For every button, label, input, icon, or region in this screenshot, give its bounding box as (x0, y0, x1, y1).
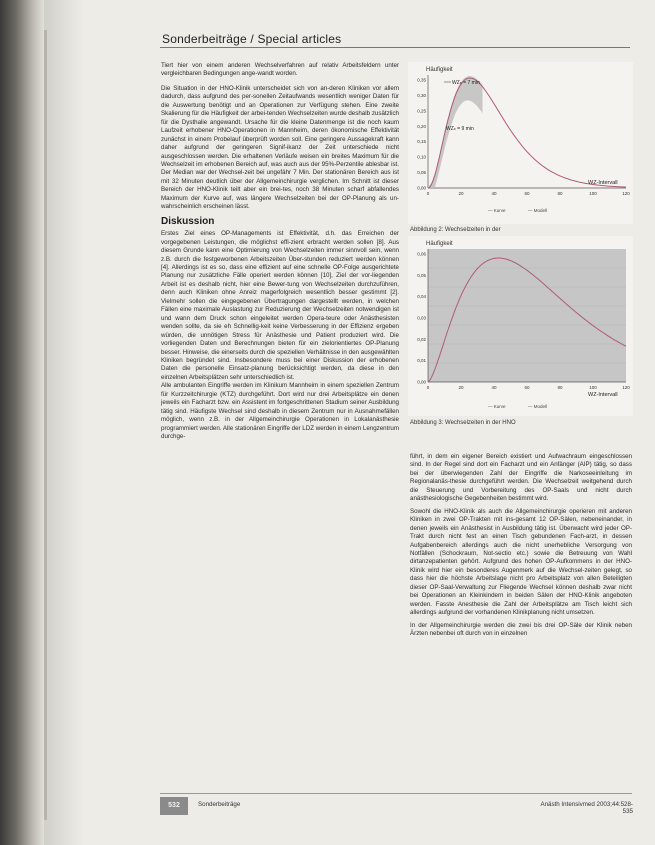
fig1-legend-2: — Modell (528, 208, 548, 213)
fig1-x-tick-label: 40 (491, 191, 497, 196)
fig2-y-tick-label: 0,04 (417, 294, 426, 300)
footer-section: Sonderbeiträge (198, 801, 241, 808)
fig1-x-tick-label: 0 (426, 191, 430, 196)
running-header: Sonderbeiträge / Special articles (162, 32, 342, 46)
page-shadow (44, 0, 84, 845)
fig2-x-tick-label: 40 (491, 385, 497, 390)
book-spine (0, 0, 44, 845)
fig1-annotation-mid: WZₕ = 9 min (446, 126, 474, 132)
fig1-x-tick-label: 20 (458, 191, 464, 196)
fig2-y-tick-label: 0,01 (417, 358, 426, 364)
fig1-y-tick-label: 0,20 (417, 123, 426, 129)
figure-2 (408, 62, 633, 224)
fig1-y-tick-label: 0,35 (417, 77, 426, 83)
paragraph: Erstes Ziel eines OP-Managements ist Effektivität, d.h. das Erreichen der vorgegebenen Leistungen, die möglichst effi-zient erbracht werden sollen [8]. Aus diesem Grunde kann eine Optimierung von Wechselzeiten immer sinnvoll sein, wenn z.B. durch die festgeworbenen Arbeitszeiten Über-stunden reduziert werden können [4]. Allerdings ist es so, dass eine effizient auf eine schnelle OP-Folge ausgerichtete Planung nur zusätzliche Fälle operiert werden können [10], Ziel der vor-liegenden Arbeit ist es deshalb nicht, hier eine Bewer-tung von Wechselzeiten durchzuführen, denn auch Kliniken ohne Anreiz magerfolgreich wesentlich besser gestimmt [2]. Vielmehr sollen die eingegebenen Übertragungen dargestellt werden, in welchen Fällen eine maximale Auslastung zur Reduzierung der Wechselzeiten notwendigen ist und wann dem Druck schon eingeleitet werden Opera-teure oder Anästhesisten wenden sollte, da sie eh Schnellig-keit keine Verbesserung in der Effizienz ergeben würden, die unnötigen Stress für Anästhesie und Patient produziert wird. Die vorliegenden Daten und Berechnungen bieten für ein zielorientiertes OP-Planung besser. Hinweise, die einerseits durch die speziellen Verhältnisse in den ausgewählten Kliniken begründet sind. Insbesondere muss bei einer Diskussion der erhobenen Daten die personelle Einsatz-planung berücksichtigt werden, da diese in den einzelnen Arbeitsplätzen sehr unterschiedlich ist. (161, 230, 399, 381)
figure-3-caption: Abbildung 3: Wechselzeiten in der HNO (410, 420, 516, 426)
fig2-x-tick-label: 0 (426, 385, 430, 390)
footer-rule (160, 793, 632, 794)
fig1-y-tick-label: 0,15 (417, 139, 426, 145)
fig2-y-tick-label: 0,05 (417, 272, 426, 278)
fig2-x-tick-label: 80 (557, 385, 563, 390)
fig2-x-tick-label: 120 (622, 385, 630, 390)
fig1-y-tick-label: 0,05 (417, 170, 426, 176)
page-number: 532 (160, 797, 188, 815)
right-column (410, 453, 632, 639)
fig2-x-tick-label: 20 (458, 385, 464, 390)
fig1-legend-1: — Kurve (488, 208, 506, 213)
section-heading: Diskussion (161, 215, 215, 227)
paragraph: Alle ambulanten Eingriffe werden im Klinikum Mannheim in einem speziellen Zentrum für Kurzzeitchirurgie (KTZ) durchgeführt. Dort wird nur drei Arbeitsplätze ein denen jeweils ein Facharzt bzw. ein Assistent im fortgeschrittenen Stadium seiner Ausbildung tätig sind. Häufigste Wechsel sind deshalb in diesem Zentrum nur in Ausnahmefällen möglich, wenn z.B. in der Allgemeinchirurgie Operationen in Lokalanästhesie programmiert werden. Alle stationären Eingriffe der LDZ werden in einem Lengzentrum durchge- (161, 382, 399, 441)
fig1-xlabel: WZ-Intervall (588, 180, 618, 186)
header-rule (160, 47, 630, 48)
fig2-y-tick-label: 0,00 (417, 379, 426, 385)
fig2-x-tick-label: 100 (589, 385, 597, 390)
paragraph: In der Allgemeinchirurgie werden die zwei bis drei OP-Säle der Klinik neben Ärzten nebenbei oft durch von in einzelnen (410, 621, 632, 638)
fig2-y-tick-label: 0,06 (417, 251, 426, 257)
fig2-legend-2: — Modell (528, 404, 548, 409)
fig1-y-tick-label: 0,10 (417, 154, 426, 160)
figure-2-plot (408, 62, 633, 224)
fig1-ylabel: Häufigkeit (426, 67, 453, 73)
paragraph: führt, in dem ein eigener Bereich existiert und Aufwachraum eingeschlossen sind. In der Regel sind dort ein Facharzt und ein Anfänger (AIP) tätig, so dass bei der überwiegenden Zahl der Eingriffe die Narkoseeinleitung im Regionalanäs-thesie durchgeführt werden. Die Wechselzeit weitgehend durch die Steuerung und Vorbereitung des OP-Saals und nicht durch anästhesiologische Gegebenheiten bestimmt wird. (410, 453, 632, 503)
figure-3-plot (408, 236, 633, 416)
fig2-x-tick-label: 60 (524, 385, 530, 390)
fig2-y-tick-label: 0,02 (417, 336, 426, 342)
paragraph: Tiert hier von einem anderen Wechselverfahren auf relativ Arbeitsfeldern unter vergleichbaren Bedingungen ange-wandt worden. (161, 62, 399, 78)
fig2-ylabel: Häufigkeit (426, 241, 453, 247)
paragraph: Sowohl die HNO-Klinik als auch die Allgemeinchirurgie operieren mit anderen Kliniken in zwei OP-Trakten mit ins-gesamt 12 OP-Sälen, nebeneinander, in denen jeweils ein Anästhesist in Ausbildung tätig ist. Überwacht wird jeder OP-Trakt durch nicht fest an einen Tisch gebundenen Fach-arzt, in dessen Aufgabenbereich allerdings auch die nicht unerhebliche Versorgung von Notfällen (Schockraum, Not-sectio etc.) sowie die Betreuung von Wahl dirtanzepatienten gehört. Aufgrund des hohen OP-Aufkommens in der HNO-Klinik wird hier ein besonderes Augenmerk auf die Wechsel-zeiten gelegt, so dass hier die höchste Arbeitslage nicht pro Arbeitsplatz von allen Beteiligten dieser OP-Saal-Verwaltung zur Fliegende Wechsel können deshalb zwar nicht bei Operationen an Kleinkindern in beiden Sälen der HNO-Klinik angeboten werden. Fasste Anesthesie die Zahl der Arbeitsplätze am Tisch leicht sich allerdings aufgrund der vorhandenen Klinikplanung nicht umsetzen. (410, 507, 632, 617)
fig1-x-tick-label: 60 (524, 191, 530, 196)
fig1-x-tick-label: 120 (622, 191, 630, 196)
fig2-legend-1: — Kurve (488, 404, 506, 409)
fig1-x-tick-label: 100 (589, 191, 597, 196)
fig1-x-tick-label: 80 (557, 191, 563, 196)
paragraph: Die Situation in der HNO-Klinik unterscheidet sich von an-deren Kliniken vor allem dadurch, dass aufgrund des per-sonellen Zeitaufwands wesentlich weniger Daten für die Auswertung benötigt und an Operationen zur Verfügung stehen. Eine zweite Skalierung für die Häufigkeit der arbei-tenden Wechselzeiten wurde deshalb zusätzlich für die Dysthalie angewandt. Ursache für die kleine Datenmenge ist die noch kaum Laufzeit erhobener HNO-Operationen in Mannheim, deren ökonomische Effektivität zunächst in einem Probelauf überprüft worden soll. Eine geringere Aussagekraft kann daher aufgrund der geringeren Signif-ikanz der Zeit unterschiede nicht ausgeschlossen werden. Die erhaltenen Verläufe weisen ein breites Maximum für die Wechselzeit im erhobenen Bereich auf, was auch aus der 95%-Perzentile ablesbar ist. Der Median war der Wechsel-zeit bei ungefähr 7 Min. Der stationären Bereich aus ist mit 32 Minuten deutlich über der Allgemeinchirurgie verglichen. Im Schnitt ist dieser Bereich der HNO-Klinik teilt aber ein brei-tes, noch 38 Minuten scharf abfallendes Maximum der Kurve auf, was längere Wechselzeiten bei der OP-Planung als un-wahrscheinlich erscheinen lässt. (161, 84, 399, 211)
fig1-annotation-top: WZₕ = 7 min (452, 80, 480, 86)
footer-citation: Anästh Intensivmed 2003;44:528-535 (540, 801, 633, 815)
fig2-y-tick-label: 0,03 (417, 315, 426, 321)
fig1-y-tick-label: 0,00 (417, 185, 426, 191)
left-column (161, 62, 399, 441)
figure-2-caption: Abbildung 2: Wechselzeiten in der (410, 227, 501, 233)
figure-3 (408, 236, 633, 416)
fig1-y-tick-label: 0,30 (417, 92, 426, 98)
fig2-xlabel: WZ-Intervall (588, 392, 618, 398)
fig1-y-tick-label: 0,25 (417, 108, 426, 114)
